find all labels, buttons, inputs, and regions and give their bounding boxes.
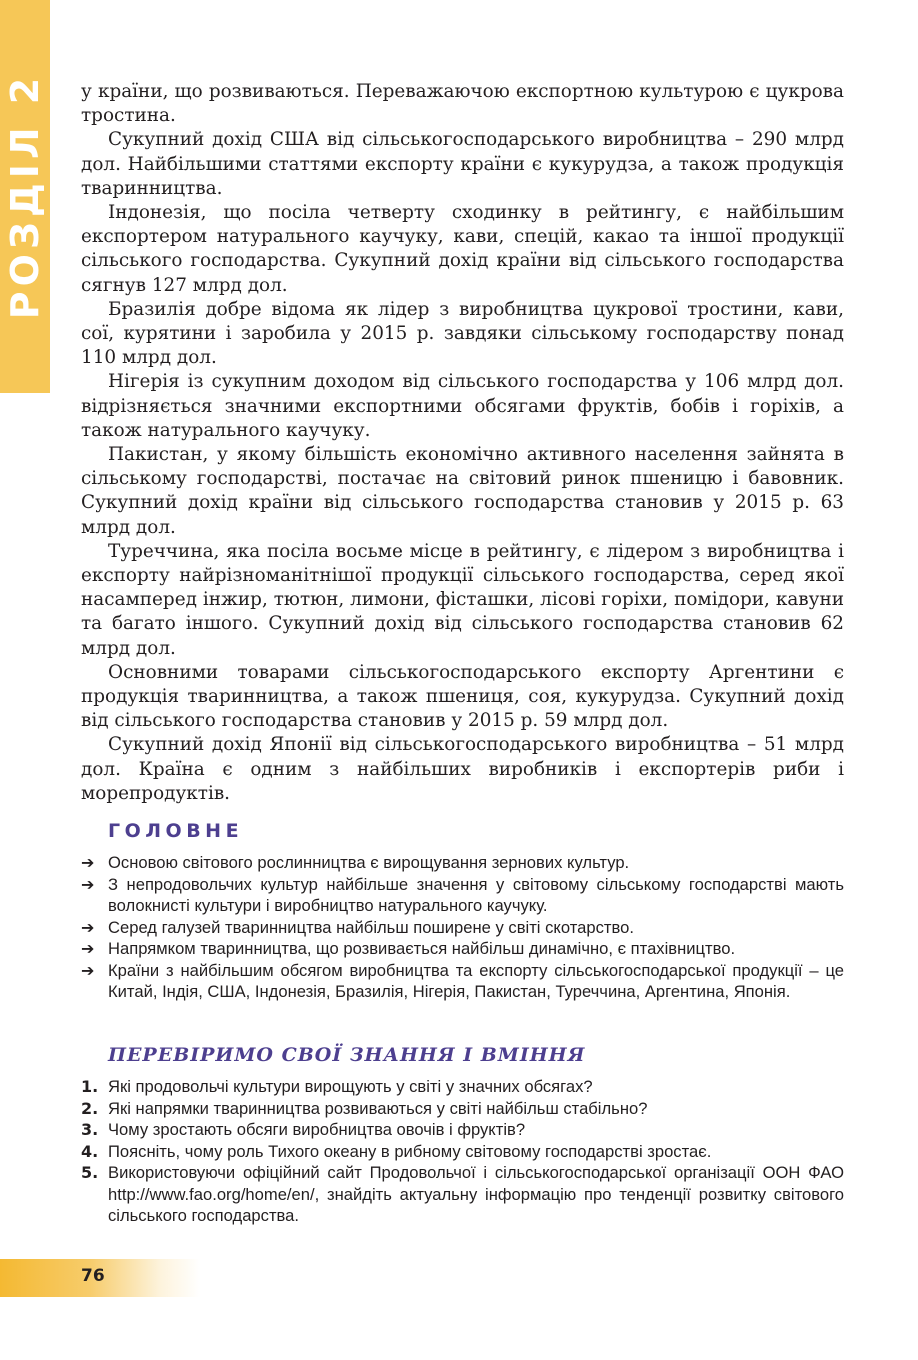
summary-item-text: З непродовольчих культур найбільше значення у світовому сільському господарстві мають волокнисті культури і виробництво натурального каучуку. bbox=[108, 874, 844, 915]
summary-item-text: Серед галузей тваринництва найбільш поширене у світі скотарство. bbox=[108, 917, 634, 937]
body-text bbox=[81, 80, 844, 806]
paragraph-argentina: Основними товарами сільськогосподарського експорту Аргентини є продукція тваринництва, а також пшениця, соя, кукурудза. Сукупний дохід від сільського господарства становив у 2015 р. 59 млрд дол. bbox=[81, 661, 844, 732]
right-arrow-icon: ➔ bbox=[81, 853, 95, 872]
summary-item bbox=[81, 874, 844, 917]
question-item bbox=[81, 1076, 844, 1098]
paragraph-nigeria: Нігерія із сукупним доходом від сільського господарства у 106 млрд дол. відрізняється значними експортними обсягами фруктів, бобів і горіхів, а також натурального каучуку. bbox=[81, 371, 844, 441]
paragraph-usa: Сукупний дохід США від сільськогосподарського виробництва – 290 млрд дол. Найбільшими статтями експорту країни є кукурудза, а також продукція тваринництва. bbox=[81, 129, 844, 199]
paragraph-pakistan: Пакистан, у якому більшість економічно активного населення зайнята в сільському господарстві, постачає на світовий ринок пшеницю і бавовник. Сукупний дохід країни від сільського господарства становив у 2015 р. 63 млрд дол. bbox=[81, 444, 844, 538]
summary-item bbox=[81, 960, 844, 1003]
question-text: Які продовольчі культури вирощують у світі у значних обсягах? bbox=[108, 1077, 593, 1096]
right-arrow-icon: ➔ bbox=[81, 874, 95, 894]
paragraph-japan: Сукупний дохід Японії від сільськогосподарського виробництва – 51 млрд дол. Країна є одним з найбільших виробників і експортерів риби і морепродуктів. bbox=[81, 734, 844, 804]
question-item bbox=[81, 1162, 844, 1227]
question-item bbox=[81, 1141, 844, 1163]
summary-item-text: Країни з найбільшим обсягом виробництва та експорту сільськогосподарської продукції – це Китай, Індія, США, Індонезія, Бразилія, Нігерія, Пакистан, Туреччина, Аргентина, Японія. bbox=[108, 960, 844, 1001]
question-number: 2. bbox=[81, 1098, 99, 1118]
summary-item-text: Напрямком тваринництва, що розвивається найбільш динамічно, є птахівництво. bbox=[108, 939, 736, 958]
question-number: 1. bbox=[81, 1077, 99, 1096]
summary-heading: ГОЛОВНЕ bbox=[108, 820, 244, 842]
check-heading: ПЕРЕВІРИМО СВОЇ ЗНАННЯ І ВМІННЯ bbox=[108, 1044, 586, 1066]
questions-list bbox=[81, 1076, 844, 1227]
paragraph-continuation: у країни, що розвиваються. Переважаючою експортною культурою є цукрова тростина. bbox=[81, 81, 844, 127]
question-number: 4. bbox=[81, 1141, 99, 1161]
question-item bbox=[81, 1098, 844, 1120]
question-text: Чому зростають обсяги виробництва овочів і фруктів? bbox=[108, 1120, 526, 1139]
right-arrow-icon: ➔ bbox=[81, 939, 95, 958]
summary-item-text: Основою світового рослинництва є вирощування зернових культур. bbox=[108, 853, 630, 872]
right-arrow-icon: ➔ bbox=[81, 917, 95, 937]
question-number: 3. bbox=[81, 1120, 99, 1139]
question-number: 5. bbox=[81, 1163, 99, 1182]
question-item bbox=[81, 1119, 844, 1141]
question-text: Поясніть, чому роль Тихого океану в рибному світовому господарстві зростає. bbox=[108, 1141, 712, 1161]
right-arrow-icon: ➔ bbox=[81, 960, 95, 980]
chapter-tab-text: РОЗДІЛ 2 bbox=[3, 72, 47, 320]
paragraph-indonesia: Індонезія, що посіла четверту сходинку в рейтингу, є найбільшим експортером натурального каучуку, кави, спецій, какао та іншої продукції сільського господарства. Сукупний дохід країни від сільського господарства сягнув 127 млрд дол. bbox=[81, 202, 844, 296]
question-text: Використовуючи офіційний сайт Продовольчої і сільськогосподарської організації ООН ФАО http://www.fao.org/home/en/, знайдіть актуальну інформацію про тенденції розвитку світового сільського господарства. bbox=[108, 1163, 844, 1225]
summary-item bbox=[81, 852, 844, 874]
summary-item bbox=[81, 917, 844, 939]
page-number: 76 bbox=[81, 1266, 105, 1286]
paragraph-brazil: Бразилія добре відома як лідер з виробництва цукрової тростини, кави, сої, курятини і заробила у 2015 р. завдяки сільському господарству понад 110 млрд дол. bbox=[81, 298, 844, 369]
chapter-side-label bbox=[0, 0, 50, 393]
summary-item bbox=[81, 938, 844, 960]
question-text: Які напрямки тваринництва розвиваються у світі найбільш стабільно? bbox=[108, 1098, 648, 1118]
summary-list bbox=[81, 852, 844, 1003]
paragraph-turkey: Туреччина, яка посіла восьме місце в рейтингу, є лідером з виробництва і експорту найрізноманітнішої продукції сільського господарства, серед якої насамперед інжир, тютюн, лимони, фісташки, лісові горіхи, помідори, кавуни та багато іншого. Сукупний дохід від сільського господарства становив 62 млрд дол. bbox=[81, 540, 844, 659]
